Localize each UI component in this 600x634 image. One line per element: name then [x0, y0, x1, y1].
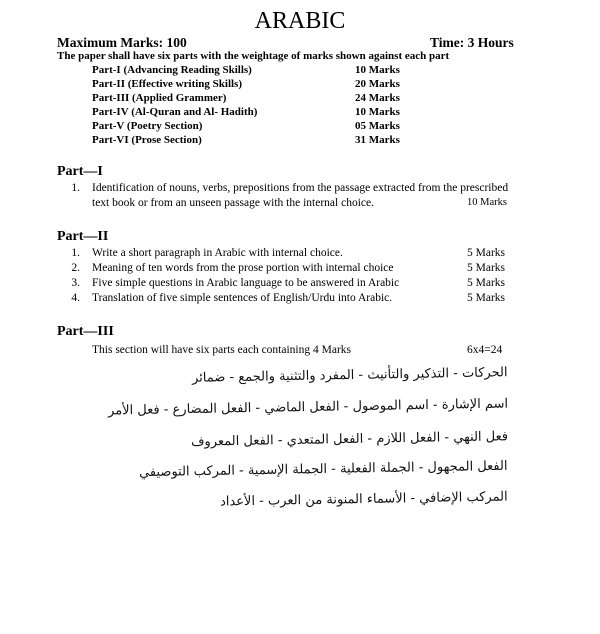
- part1-heading: Part—I: [57, 164, 103, 179]
- item-text: Translation of five simple sentences of English/Urdu into Arabic.: [92, 292, 393, 304]
- handwritten-line: فعل النهي - الفعل اللازم - الفعل المتعدي - الفعل المعروف: [190, 429, 509, 450]
- weightage-part: Part-IV (Al-Quran and Al- Hadith): [92, 106, 258, 118]
- weightage-marks: 31 Marks: [355, 134, 400, 146]
- item-number: 4.: [71, 292, 80, 304]
- maximum-marks: Maximum Marks: 100: [57, 35, 187, 50]
- item-text: This section will have six parts each containing 4 Marks: [92, 344, 352, 356]
- handwritten-line: الفعل المجهول - الجملة الفعلية - الجملة الإسمية - المركب التوصيفي: [139, 458, 509, 481]
- weightage-part: Part-VI (Prose Section): [92, 134, 202, 146]
- item-text: Meaning of ten words from the prose portion with internal choice: [92, 262, 394, 274]
- item-text: Write a short paragraph in Arabic with internal choice.: [92, 247, 343, 259]
- weightage-part: Part-I (Advancing Reading Skills): [92, 64, 252, 76]
- page-title: ARABIC: [254, 8, 346, 34]
- item-text: Identification of nouns, verbs, prepositions from the passage extracted from the prescribed: [92, 182, 509, 194]
- item-text: Five simple questions in Arabic language to be answered in Arabic: [92, 277, 400, 289]
- handwritten-arabic-topics: [88, 360, 508, 520]
- item-number: 2.: [71, 262, 80, 274]
- item-marks: 10 Marks: [467, 197, 507, 208]
- weightage-part: Part-II (Effective writing Skills): [92, 78, 242, 90]
- item-marks: 6x4=24: [467, 344, 503, 356]
- time-allowed: Time: 3 Hours: [430, 35, 514, 50]
- item-number: 1.: [71, 182, 80, 194]
- part3-heading: Part—III: [57, 324, 114, 339]
- item-marks: 5 Marks: [467, 277, 506, 289]
- intro-text: The paper shall have six parts with the weightage of marks shown against each part: [57, 50, 450, 62]
- item-marks: 5 Marks: [467, 292, 506, 304]
- weightage-marks: 10 Marks: [355, 106, 400, 118]
- item-number: 3.: [71, 277, 80, 289]
- item-text: text book or from an unseen passage with the internal choice.: [92, 197, 374, 209]
- handwritten-line: الحركات - التذكير والتأنيث - المفرد والتثنية والجمع - ضمائر: [192, 365, 509, 386]
- part2-heading: Part—II: [57, 229, 109, 244]
- item-number: 1.: [71, 247, 80, 259]
- weightage-part: Part-III (Applied Grammer): [92, 92, 227, 104]
- handwritten-line: المركب الإضافي - الأسماء المنونة من العرب - الأعداد: [220, 489, 509, 510]
- weightage-part: Part-V (Poetry Section): [92, 120, 203, 132]
- item-marks: 5 Marks: [467, 262, 506, 274]
- handwritten-line: اسم الإشارة - اسم الموصول - الفعل الماضي - الفعل المضارع - فعل الأمر: [107, 396, 509, 419]
- weightage-marks: 10 Marks: [355, 64, 400, 76]
- weightage-marks: 20 Marks: [355, 78, 400, 90]
- item-marks: 5 Marks: [467, 247, 506, 259]
- weightage-marks: 24 Marks: [355, 92, 400, 104]
- weightage-marks: 05 Marks: [355, 120, 400, 132]
